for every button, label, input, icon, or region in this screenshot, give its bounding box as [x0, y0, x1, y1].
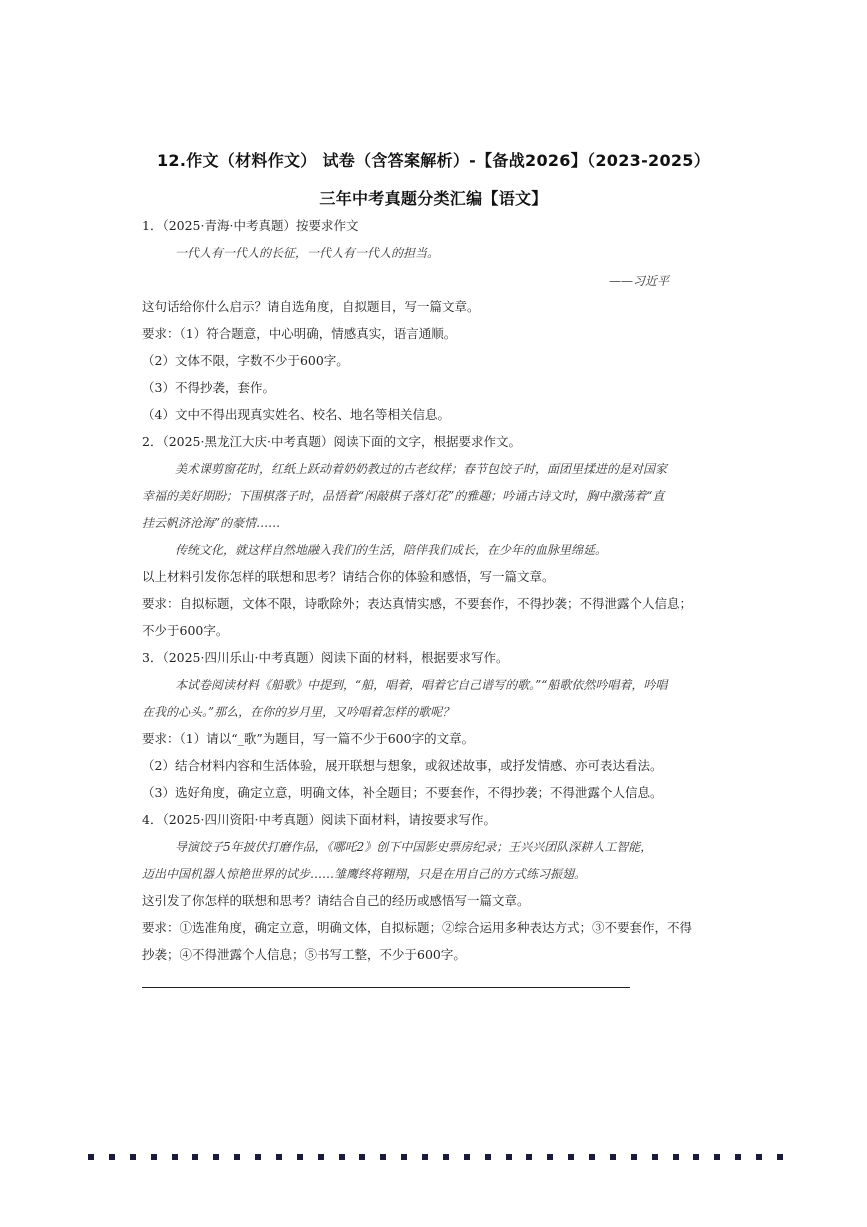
footer-dotted-border	[88, 1152, 783, 1162]
footer-square	[485, 1154, 491, 1160]
question-3-requirement: 要求：（1）请以“_歌”为题目，写一篇不少于600字的文章。	[142, 731, 475, 746]
question-4-requirement: 抄袭；④不得泄露个人信息；⑤书写工整，不少于600字。	[142, 947, 466, 962]
footer-square	[88, 1154, 94, 1160]
question-4-material: 迈出中国机器人惊艳世界的试步……雏鹰终将翱翔，只是在用自己的方式练习振翅。	[142, 867, 587, 881]
footer-square	[213, 1154, 219, 1160]
question-2-material: 传统文化，就这样自然地融入我们的生活，陪伴我们成长，在少年的血脉里绵延。	[175, 543, 608, 557]
question-1-prompt: 这句话给你什么启示？请自选角度，自拟题目，写一篇文章。	[142, 299, 480, 314]
question-2-requirement: 不少于600字。	[142, 623, 229, 638]
footer-square	[422, 1154, 428, 1160]
question-4-requirement: 要求：①选准角度，确定立意，明确文体，自拟标题；②综合运用多种表达方式；③不要套作，不得	[142, 920, 693, 935]
question-2-material: 美术课剪窗花时，红纸上跃动着奶奶教过的古老纹样；春节包饺子时，面团里揉进的是对国家	[175, 462, 668, 476]
question-2-material: 挂云帆济沧海”的豪情……	[142, 516, 281, 530]
question-4-heading: 4．（2025·四川资阳·中考真题）阅读下面材料，请按要求写作。	[142, 812, 496, 827]
document-title: 12.作文（材料作文） 试卷（含答案解析）-【备战2026】（2023-2025）	[156, 151, 711, 170]
footer-square	[631, 1154, 637, 1160]
footer-square	[192, 1154, 198, 1160]
question-3-material: 在我的心头。”那么，在你的岁月里，又吟唱着怎样的歌呢？	[142, 705, 455, 719]
footer-square	[172, 1154, 178, 1160]
footer-square	[255, 1154, 261, 1160]
footer-square	[464, 1154, 470, 1160]
question-1-requirement: 要求：（1）符合题意，中心明确，情感真实，语言通顺。	[142, 326, 457, 341]
footer-square	[777, 1154, 783, 1160]
footer-square	[443, 1154, 449, 1160]
footer-square	[693, 1154, 699, 1160]
footer-square	[673, 1154, 679, 1160]
footer-square	[130, 1154, 136, 1160]
footer-square	[276, 1154, 282, 1160]
footer-square	[568, 1154, 574, 1160]
question-1-attribution: ——习近平	[608, 274, 669, 288]
question-2-heading: 2．（2025·黑龙江大庆·中考真题）阅读下面的文字，根据要求作文。	[142, 434, 521, 449]
footer-square	[735, 1154, 741, 1160]
footer-square	[234, 1154, 240, 1160]
footer-square	[756, 1154, 762, 1160]
footer-square	[589, 1154, 595, 1160]
footer-square	[526, 1154, 532, 1160]
end-divider	[142, 987, 630, 988]
question-4-material: 导演饺子5年披伏打磨作品，《哪吒2》创下中国影史票房纪录；王兴兴团队深耕人工智能，	[175, 840, 653, 854]
question-2-requirement: 要求：自拟标题，文体不限，诗歌除外；表达真情实感，不要套作，不得抄袭；不得泄露个人信息；	[142, 596, 693, 611]
footer-square	[380, 1154, 386, 1160]
footer-square	[297, 1154, 303, 1160]
footer-square	[318, 1154, 324, 1160]
footer-square	[359, 1154, 365, 1160]
footer-square	[109, 1154, 115, 1160]
question-4-prompt: 这引发了你怎样的联想和思考？请结合自己的经历或感悟写一篇文章。	[142, 893, 530, 908]
question-3-heading: 3．（2025·四川乐山·中考真题）阅读下面的材料，根据要求写作。	[142, 650, 509, 665]
footer-square	[506, 1154, 512, 1160]
footer-square	[652, 1154, 658, 1160]
question-3-material: 本试卷阅读材料《船歌》中提到，“船，唱着，唱着它自己谱写的歌。”“船歌依然吟唱着，吟唱	[175, 678, 668, 692]
question-1-heading: 1．（2025·青海·中考真题）按要求作文	[142, 218, 359, 233]
footer-square	[401, 1154, 407, 1160]
footer-square	[610, 1154, 616, 1160]
question-1-requirement: （2）文体不限，字数不少于600字。	[142, 353, 349, 368]
question-1-requirement: （3）不得抄袭，套作。	[142, 380, 275, 395]
question-3-requirement: （3）选好角度，确定立意，明确文体，补全题目；不要套作，不得抄袭；不得泄露个人信息。	[142, 785, 663, 800]
question-3-requirement: （2）结合材料内容和生活体验，展开联想与想象，或叙述故事，或抒发情感、亦可表达看法。	[142, 758, 663, 773]
footer-square	[547, 1154, 553, 1160]
question-1-quote: 一代人有一代人的长征，一代人有一代人的担当。	[175, 246, 440, 260]
question-2-material: 幸福的美好期盼；下围棋落子时，品悟着“闲敲棋子落灯花”的雅趣；吟诵古诗文时，胸中激荡着“直	[142, 489, 665, 503]
question-2-prompt: 以上材料引发你怎样的联想和思考？请结合你的体验和感悟，写一篇文章。	[142, 569, 555, 584]
question-1-requirement: （4）文中不得出现真实姓名、校名、地名等相关信息。	[142, 407, 450, 422]
footer-square	[339, 1154, 345, 1160]
footer-square	[714, 1154, 720, 1160]
document-subtitle: 三年中考真题分类汇编【语文】	[319, 189, 548, 208]
footer-square	[151, 1154, 157, 1160]
